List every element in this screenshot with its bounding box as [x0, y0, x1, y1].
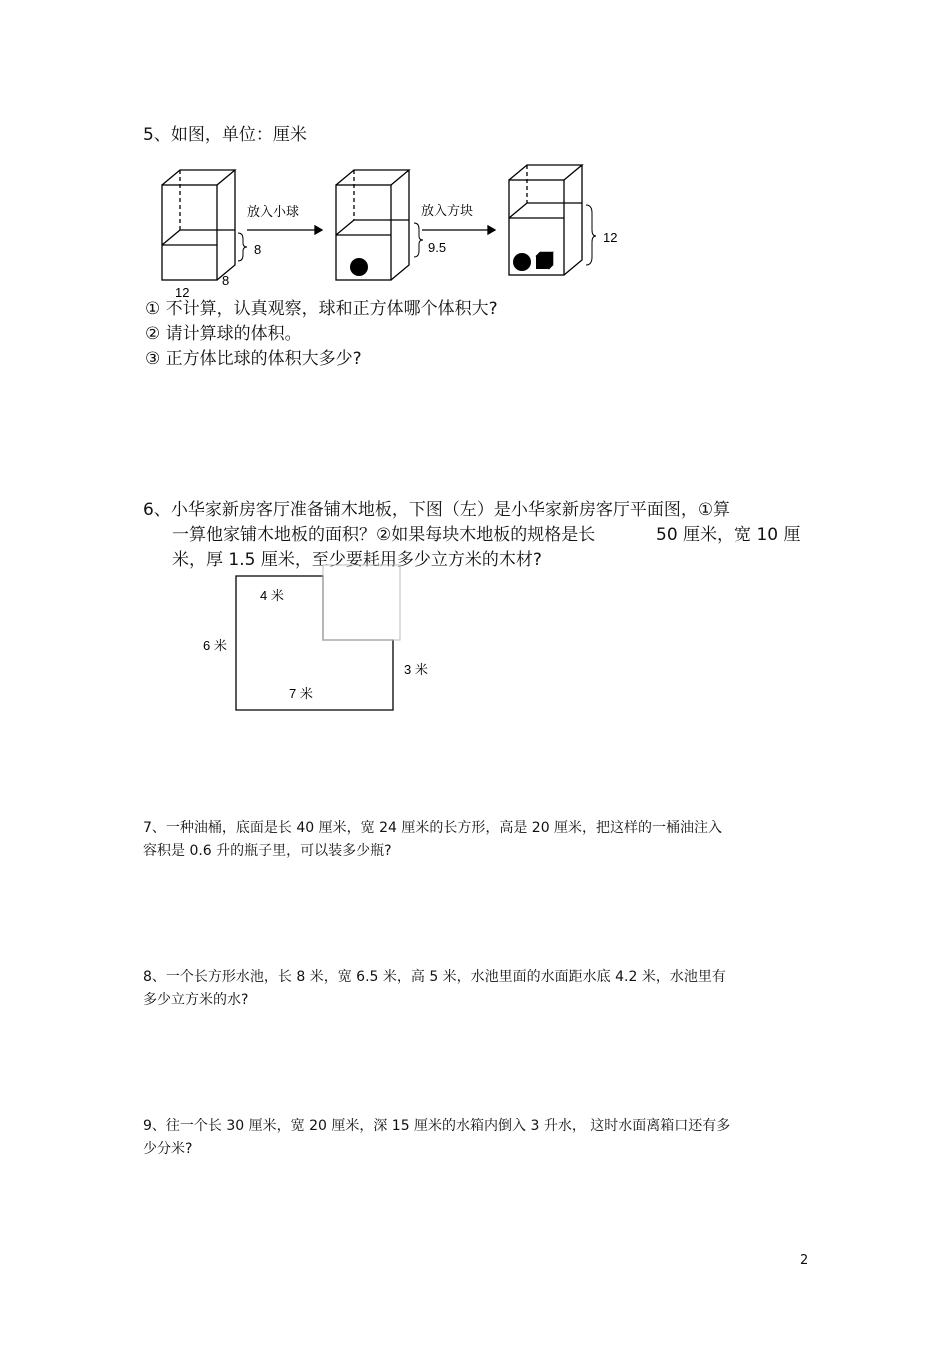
dim-9-5: 9.5: [428, 240, 447, 255]
dim-12: 12: [603, 230, 618, 245]
q5-item-2: ② 请计算球的体积。: [145, 324, 302, 344]
label-6m: 6 米: [203, 638, 227, 653]
dim-12-base: 12: [175, 285, 190, 298]
floor-plan: [195, 560, 445, 720]
q7-line-2: 容积是 0.6 升的瓶子里，可以装多少瓶?: [143, 843, 392, 859]
page-number: 2: [800, 1253, 809, 1268]
label-3m: 3 米: [404, 662, 428, 677]
label-7m: 7 米: [289, 686, 313, 701]
q7-line-1: 7、一种油桶，底面是长 40 厘米，宽 24 厘米的长方形，高是 20 厘米，把这样的一桶油注入: [143, 820, 723, 836]
dim-8b: 8: [222, 273, 230, 288]
arrow1-label: 放入小球: [247, 204, 300, 219]
q8-line-1: 8、一个长方形水池，长 8 米，宽 6.5 米，高 5 米，水池里面的水面距水底 4.2 米，水池里有: [143, 969, 726, 985]
q6-line-2b: 50 厘米，宽 10 厘: [656, 525, 801, 545]
q6-line-2a: 一算他家铺木地板的面积？②如果每块木地板的规格是长: [172, 525, 596, 545]
arrow2-label: 放入方块: [421, 203, 474, 218]
q5-title: 5、如图，单位：厘米: [143, 125, 307, 145]
q5-item-1: ① 不计算，认真观察，球和正方体哪个体积大?: [145, 299, 498, 319]
q6-line-3: 米，厚 1.5 厘米，至少要耗用多少立方米的木材?: [172, 550, 542, 570]
q9-line-1: 9、往一个长 30 厘米，宽 20 厘米，深 15 厘米的水箱内倒入 3 升水， 这时水面离箱口还有多: [143, 1118, 731, 1134]
container-2: [336, 170, 423, 280]
q8-line-2: 多少立方米的水?: [143, 992, 249, 1008]
q9-line-2: 少分米?: [143, 1141, 193, 1157]
ball-icon: [350, 258, 368, 276]
label-4m: 4 米: [260, 588, 284, 603]
container-1: [162, 170, 247, 280]
q5-item-3: ③ 正方体比球的体积大多少?: [145, 349, 362, 369]
ball-icon: [513, 253, 531, 271]
cube-icon: [536, 252, 553, 269]
q6-line-1: 6、小华家新房客厅准备铺木地板，下图（左）是小华家新房客厅平面图，①算: [143, 500, 731, 520]
dim-8: 8: [254, 242, 262, 257]
q5-diagram: [155, 158, 635, 298]
